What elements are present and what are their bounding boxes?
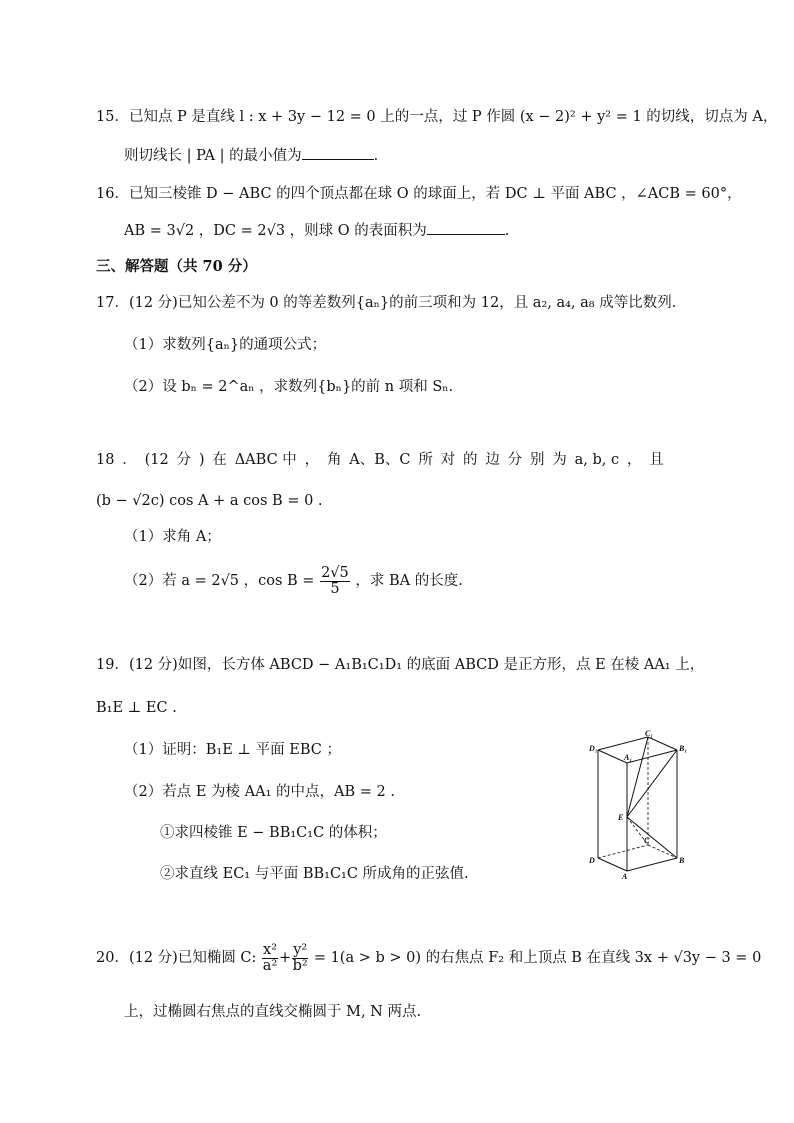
label-d1: D₁ [589, 744, 598, 753]
q15-answer-blank [302, 145, 374, 160]
q17-part1: （1）求数列{aₙ}的通项公式； [124, 337, 327, 353]
q18-token: ， [626, 452, 642, 468]
q18-token: ， [304, 452, 320, 468]
q16-line1: 16．已知三棱锥 D − ABC 的四个顶点都在球 O 的球面上，若 DC ⊥ 平面 ABC ，∠ACB = 60°， [96, 186, 742, 202]
q20-y-denominator: b² [292, 957, 308, 974]
q18-token: 对 [440, 452, 456, 468]
q19-line1: 19．(12 分)如图，长方体 ABCD − A₁B₁C₁D₁ 的底面 ABCD 是正方形，点 E 在棱 AA₁ 上， [96, 657, 705, 673]
q15-line2-text: 则切线长 | PA | 的最小值为 [124, 148, 302, 164]
q18-condition: (b − √2c) cos A + a cos B = 0 . [96, 493, 323, 509]
q16-answer-blank [427, 220, 505, 235]
q18-token: 为 [552, 452, 567, 468]
q19-line2: B₁E ⊥ EC . [96, 700, 177, 716]
q18-token: 18 [96, 452, 115, 468]
q18-stem [96, 449, 664, 471]
q20-post: = 1(a > b > 0) 的右焦点 F₂ 和上顶点 B 在直线 3x + √3y − 3 = 0 [313, 950, 762, 966]
q18-token: 的 [462, 452, 478, 468]
q18-token: a, b, c [574, 452, 620, 468]
q15-line2 [124, 145, 378, 167]
q15-line1: 15．已知点 P 是直线 l : x + 3y − 12 = 0 上的一点，过 P 作圆 (x − 2)² + y² = 1 的切线，切点为 A， [96, 109, 778, 125]
cuboid-figure [585, 730, 697, 880]
q18-token: ΔABC 中 [234, 452, 297, 468]
q18-token: ) [198, 452, 205, 468]
section-heading: 三、解答题（共 70 分） [96, 258, 257, 275]
q20-x-fraction [262, 943, 278, 974]
q17-stem: 17．(12 分)已知公差不为 0 的等差数列{aₙ}的前三项和为 12，且 a₂, a₄, a₈ 成等比数列. [96, 295, 677, 311]
q20-y-numerator: y² [293, 941, 308, 958]
label-b1: B₁ [679, 744, 688, 753]
q18-part2 [124, 562, 463, 600]
q16-line2-end: . [504, 223, 510, 239]
label-a1: A₁ [624, 753, 633, 762]
q18-token: 边 [485, 452, 500, 468]
q18-token: A、B、C [349, 452, 411, 468]
q20-line2: 上，过椭圆右焦点的直线交椭圆于 M, N 两点. [124, 1004, 422, 1020]
q19-part2: （2）若点 E 为棱 AA₁ 的中点，AB = 2 . [124, 784, 395, 800]
q18-token: (12 [144, 452, 169, 468]
q18-fraction-numerator: 2√5 [321, 564, 349, 581]
q16-line2 [124, 220, 509, 242]
q18-token: ． [122, 452, 137, 468]
q20-x-denominator: a² [262, 957, 278, 974]
q18-token: 分 [507, 452, 523, 468]
q20-pre: 20．(12 分)已知椭圆 C: [96, 950, 257, 966]
q15-line2-end: . [373, 148, 379, 164]
q20-line1 [96, 938, 761, 978]
label-e: E [618, 813, 624, 822]
q18-cosb-fraction [320, 566, 350, 597]
q20-plus: + [279, 950, 292, 966]
q18-token: 所 [418, 452, 433, 468]
q18-fraction-denominator: 5 [330, 580, 340, 597]
q18-part1: （1）求角 A； [124, 529, 221, 545]
q18-token: 角 [326, 452, 342, 468]
label-d: D [589, 856, 595, 865]
q16-line2-text: AB = 3√2 ，DC = 2√3 ，则球 O 的表面积为 [124, 223, 427, 239]
q19-part2b: ②求直线 EC₁ 与平面 BB₁C₁C 所成角的正弦值. [160, 866, 469, 882]
q18-part2-post: ，求 BA 的长度. [355, 573, 463, 589]
q18-token: 别 [529, 452, 545, 468]
q18-token: 在 [212, 452, 227, 468]
label-c: C [644, 836, 650, 845]
label-c1: C₁ [645, 730, 654, 738]
q18-token: 且 [649, 452, 664, 468]
q19-part2a: ①求四棱锥 E − BB₁C₁C 的体积； [160, 825, 387, 841]
label-a: A [622, 872, 628, 880]
q20-y-fraction [292, 943, 308, 974]
q18-token: 分 [176, 452, 192, 468]
q19-part1: （1）证明：B₁E ⊥ 平面 EBC ； [124, 742, 341, 758]
label-b: B [679, 856, 685, 865]
q20-x-numerator: x² [263, 941, 278, 958]
q17-part2: （2）设 bₙ = 2^aₙ ，求数列{bₙ}的前 n 项和 Sₙ. [124, 379, 454, 395]
q18-part2-pre: （2）若 a = 2√5 ，cos B = [124, 573, 315, 589]
